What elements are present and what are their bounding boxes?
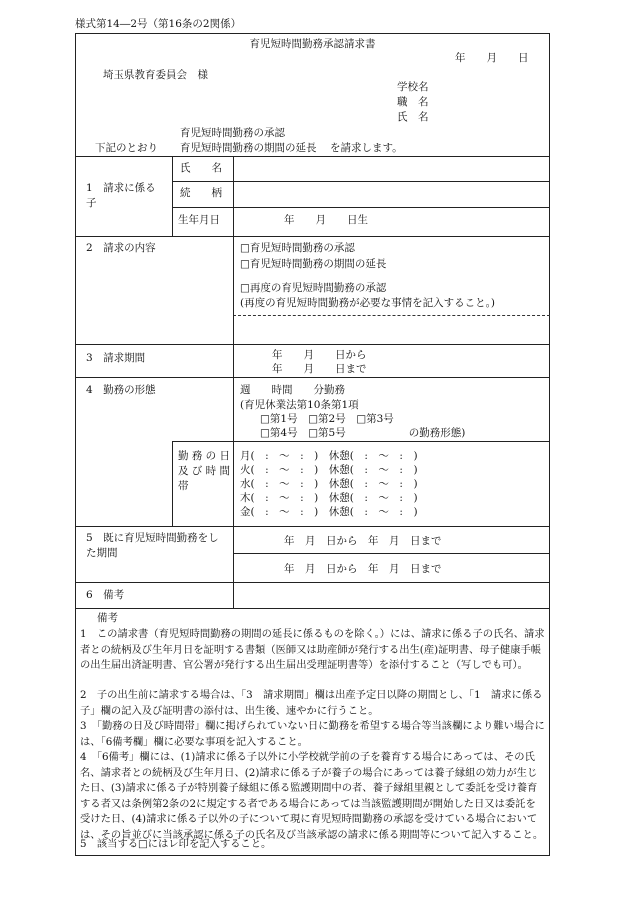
work-form-options-1[interactable]: □第1号 □第2号 □第3号	[260, 413, 394, 425]
s1-label: 1 請求に係る	[86, 182, 156, 194]
s1-label-2: 子	[86, 197, 97, 209]
form-number: 様式第14―2号（第16条の2関係）	[75, 18, 242, 30]
option-approval-checkbox[interactable]: □育児短時間勤務の承認	[240, 242, 355, 254]
period-to[interactable]: 年 月 日まで	[272, 363, 367, 375]
note-2: 2 子の出生前に請求する場合は、「3 請求期間」欄は出産予定日以降の期間とし、「1 請求に係る子」欄の記入及び証明書の添付は、出生後、速やかに行うこと。	[80, 689, 543, 717]
note-3: 3 「勤務の日及び時間帯」欄に掲げられていない日に勤務を希望する場合等当該欄により難い場合には、「6備考欄」欄に必要な事項を記入すること。	[80, 720, 545, 748]
day-row-thu[interactable]: 木( : 〜 : ) 休憩( : 〜 : )	[240, 492, 418, 504]
divider	[172, 181, 550, 182]
s5-label-2: た期間	[86, 547, 118, 559]
col-divider	[172, 156, 173, 236]
form-title: 育児短時間勤務承認請求書	[249, 38, 376, 50]
request-suffix: を請求します。	[330, 142, 403, 154]
child-name-field[interactable]	[236, 159, 546, 179]
days-label-3: 帯	[178, 480, 189, 492]
dashed-divider	[233, 315, 550, 316]
divider	[75, 608, 550, 609]
child-birth-value: 年 月 日生	[284, 214, 368, 226]
note-5: 5 該当する□にはレ印を記入すること。	[80, 838, 272, 850]
date-line[interactable]: 年 月 日	[455, 52, 529, 64]
prior-period-1[interactable]: 年 月 日から 年 月 日まで	[284, 535, 442, 547]
divider	[75, 582, 550, 583]
note-4: 4 「6備考」欄には、(1)請求に係る子以外に小学校就学前の子を養育する場合にあっては、その氏名、請求者との続柄及び生年月日、(2)請求に係る子が養子の場合にあっては養子縁組の効力が生じた日、(3)請求に係る子が特別養子縁組に係る監護期間中の者、養子縁組里親として委託を受け養育する者又は条例第2条の2に規定する者である場合にあっては当該監護期間が開始した日又は委託を受けた日、(4)請求に係る子以外の子について現に育児短時間勤務の承認を受けている場合においては、その旨並びに当該承認に係る子の氏名及び当該承認の請求に係る期間等について記入すること。	[80, 751, 544, 841]
s2-label: 2 請求の内容	[86, 242, 156, 254]
reapproval-note: (再度の育児短時間勤務が必要な事情を記入すること。)	[240, 297, 495, 309]
day-row-mon[interactable]: 月( : 〜 : ) 休憩( : 〜 : )	[240, 450, 418, 462]
day-row-wed[interactable]: 水( : 〜 : ) 休憩( : 〜 : )	[240, 478, 418, 490]
remarks-field[interactable]	[236, 585, 546, 605]
divider	[75, 156, 550, 157]
days-label: 勤 務 の 日	[178, 450, 231, 462]
divider	[75, 377, 550, 378]
school-label: 学校名	[397, 81, 429, 93]
col-divider	[233, 156, 234, 608]
col-divider	[172, 441, 173, 526]
day-row-tue[interactable]: 火( : 〜 : ) 休憩( : 〜 : )	[240, 464, 418, 476]
applicant-name-label: 氏 名	[397, 111, 429, 123]
s3-label: 3 請求期間	[86, 352, 146, 364]
prior-period-2[interactable]: 年 月 日から 年 月 日まで	[284, 563, 442, 575]
weekly-hours[interactable]: 週 時間 分勤務	[240, 384, 345, 396]
day-row-fri[interactable]: 金( : 〜 : ) 休憩( : 〜 : )	[240, 506, 418, 518]
s6-label: 6 備考	[86, 589, 125, 601]
note-1: 1 この請求書（育児短時間勤務の期間の延長に係るものを除く。）には、請求に係る子の氏名、請求者との続柄及び生年月日を証明する書類（医師又は助産師が発行する出生(産)証明書、母子健康手帳の出生届出済証明書、官公署が発行する出生届出受理証明書等）を添付すること（写しでも可）。	[80, 628, 545, 671]
divider	[75, 526, 550, 527]
period-from[interactable]: 年 月 日から	[272, 349, 367, 361]
option-extension-checkbox[interactable]: □育児短時間勤務の期間の延長	[240, 258, 387, 270]
child-birth-label: 生年月日	[178, 214, 220, 226]
request-option-approval: 育児短時間勤務の承認	[180, 127, 285, 139]
work-form-options-2[interactable]: □第4号 □第5号 の勤務形態)	[260, 427, 466, 439]
divider	[75, 344, 550, 345]
s4-label: 4 勤務の形態	[86, 384, 156, 396]
divider	[75, 236, 550, 237]
days-label-2: 及 び 時 間	[178, 465, 231, 477]
child-relation-field[interactable]	[236, 184, 546, 204]
divider	[172, 207, 550, 208]
post-label: 職 名	[397, 96, 429, 108]
option-reapproval-checkbox[interactable]: □再度の育児短時間勤務の承認	[240, 282, 387, 294]
reapproval-reason-field[interactable]	[236, 318, 546, 341]
request-intro: 下記のとおり	[95, 142, 158, 154]
s5-label: 5 既に育児短時間勤務をし	[86, 532, 219, 544]
addressee: 埼玉県教育委員会 様	[103, 69, 208, 81]
notes-title: 備考	[97, 612, 118, 624]
divider	[172, 441, 550, 442]
child-relation-label: 続 柄	[180, 187, 222, 199]
divider	[233, 553, 550, 554]
request-option-extension: 育児短時間勤務の期間の延長	[180, 142, 317, 154]
law-reference: (育児休業法第10条第1項	[240, 399, 359, 411]
child-name-label: 氏 名	[180, 162, 222, 174]
